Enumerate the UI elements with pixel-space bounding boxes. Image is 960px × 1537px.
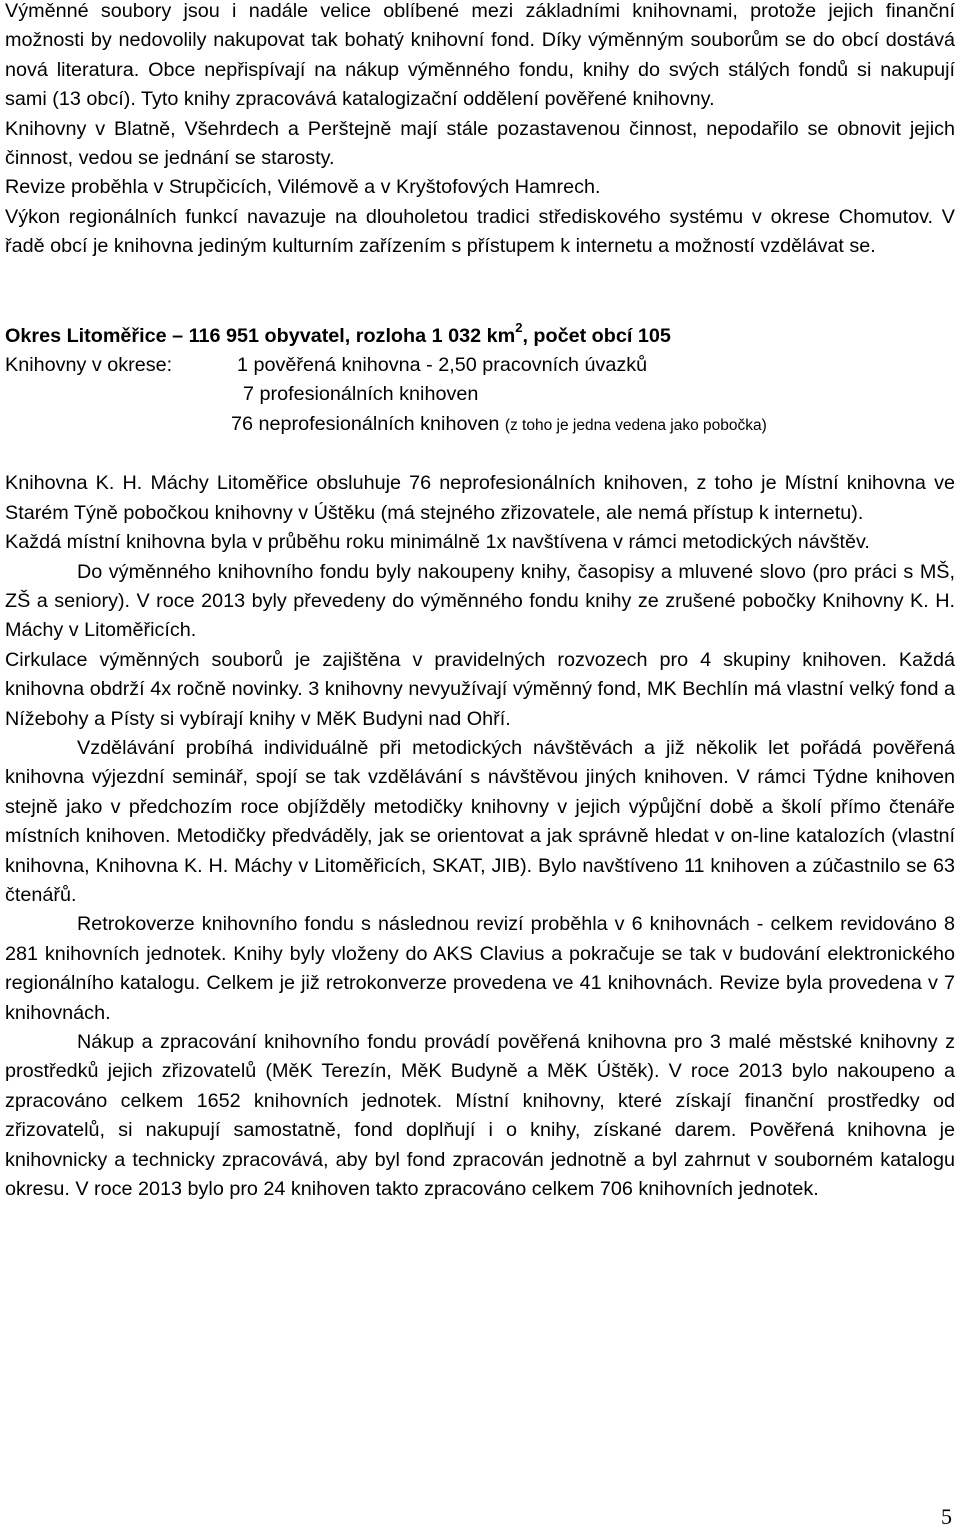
body-paragraph-circulation: Cirkulace výměnných souborů je zajištěna v pravidelných rozvozech pro 4 skupiny knihoven. Každá knihovna obdrží 4x ročně novinky. 3 knihovny nevyužívají výměnný fond, MK Bechlín má vlastní velký fond a Nížebohy a Písty si vybírají knihy v MěK Budyni nad Ohří. xyxy=(5,648,955,730)
body-paragraph-acquisition: Nákup a zpracování knihovního fondu provádí pověřená knihovna pro 3 malé městské knihovny z prostředků jejich zřizovatelů (MěK Terezín, MěK Budyně a MěK Úštěk). V roce 2013 bylo nakoupeno a zpracováno celkem 1652 knihovních jednotek. Místní knihovny, které získají finanční prostředky od zřizovatelů, si nakupují samostatně, fond doplňují i o knihy, získané darem. Pověřená knihovna je knihovnicky a technicky zpracovává, aby byl fond zpracován jednotně a byl zahrnut v souborném katalogu okresu. V roce 2013 bylo pro 24 knihoven takto zpracováno celkem 706 knihovních jednotek. xyxy=(5,1031,955,1201)
district-heading-main: Okres Litoměřice – 116 951 obyvatel, rozloha 1 032 km xyxy=(5,324,516,347)
intro-paragraph-exchange-sets: Výměnné soubory jsou i nadále velice oblíbené mezi základními knihovnami, protože jejich finanční možnosti by nedovolily nakupovat tak bohatý knihovní fond. Díky výměnným souborům se do obcí dostává nová literatura. Obce nepřispívají na nákup výměnného fondu, knihy do svých stálých fondů si nakupují sami (13 obcí). Tyto knihy zpracovává katalogizační oddělení pověřené knihovny. xyxy=(5,0,955,111)
libraries-line-2: 7 profesionálních knihoven xyxy=(243,383,479,406)
body-paragraph-education: Vzdělávání probíhá individuálně při metodických návštěvách a již několik let pořádá pověřená knihovna výjezdní seminář, spojí se tak vzdělávání s návštěvou jiných knihoven. V rámci Týdne knihoven stejně jako v předchozím roce objížděly metodičky knihovny v jejich výpůjční době a školí přímo čtenáře místních knihoven. Metodičky předváděly, jak se orientovat a jak správně hledat v on-line katalozích (vlastní knihovna, Knihovna K. H. Máchy v Litoměřicích, SKAT, JIB). Bylo navštíveno 11 knihoven a zúčastnilo se 63 čtenářů. xyxy=(5,736,955,906)
intro-paragraph-regional-functions: Výkon regionálních funkcí navazuje na dlouholetou tradici střediskového systému v okrese Chomutov. V řadě obcí je knihovna jediným kulturním zařízením s přístupem k internetu a možností vzdělávat se. xyxy=(5,205,955,258)
district-heading-tail: , počet obcí 105 xyxy=(522,324,671,347)
spacer xyxy=(5,440,955,469)
district-heading-superscript: 2 xyxy=(515,320,523,336)
district-heading xyxy=(5,322,955,351)
intro-paragraph-revision: Revize proběhla v Strupčicích, Vilémově a v Kryštofových Hamrech. xyxy=(5,176,601,199)
libraries-label: Knihovny v okrese: xyxy=(5,354,173,377)
libraries-line-3-note: (z toho je jedna vedena jako pobočka) xyxy=(504,416,767,434)
libraries-line-3 xyxy=(5,410,955,440)
document-page xyxy=(5,0,955,1204)
page-number: 5 xyxy=(941,1504,952,1529)
intro-paragraph-suspended-libraries: Knihovny v Blatně, Všehrdech a Perštejně mají stále pozastavenou činnost, nepodařilo se obnovit jejich činnost, vedou se jednání se starosty. xyxy=(5,117,955,170)
libraries-row-1 xyxy=(5,351,955,380)
body-paragraph-service: Knihovna K. H. Máchy Litoměřice obsluhuje 76 neprofesionálních knihoven, z toho je Místní knihovna ve Starém Týně pobočkou knihovny v Úštěku (má stejného zřizovatele, ale nemá přístup k internetu). xyxy=(5,472,955,524)
libraries-row-3 xyxy=(5,410,955,440)
body-section xyxy=(5,469,955,1204)
body-paragraph-retroconversion: Retrokoverze knihovního fondu s následnou revizí proběhla v 6 knihovnách - celkem revidováno 8 281 knihovních jednotek. Knihy byly vloženy do AKS Clavius a pokračuje se tak v budování elektronického regionálního katalogu. Celkem je již retrokonverze provedena ve 41 knihovnách. Revize byla provedena v 7 knihovnách. xyxy=(5,913,955,1024)
body-paragraph-visits: Každá místní knihovna byla v průběhu roku minimálně 1x navštívena v rámci metodických návštěv. xyxy=(5,531,870,554)
intro-section xyxy=(5,0,955,262)
libraries-line-3-main: 76 neprofesionálních knihoven xyxy=(231,412,500,435)
body-paragraph-exchange-fund: Do výměnného knihovního fondu byly nakoupeny knihy, časopisy a mluvené slovo (pro práci s MŠ, ZŠ a seniory). V roce 2013 byly převedeny do výměnného fondu knihy ze zrušené pobočky Knihovny K. H. Máchy v Litoměřicích. xyxy=(5,560,955,642)
libraries-row-2 xyxy=(5,380,955,409)
libraries-line-1: 1 pověřená knihovna - 2,50 pracovních úvazků xyxy=(237,354,648,377)
spacer xyxy=(5,262,955,322)
